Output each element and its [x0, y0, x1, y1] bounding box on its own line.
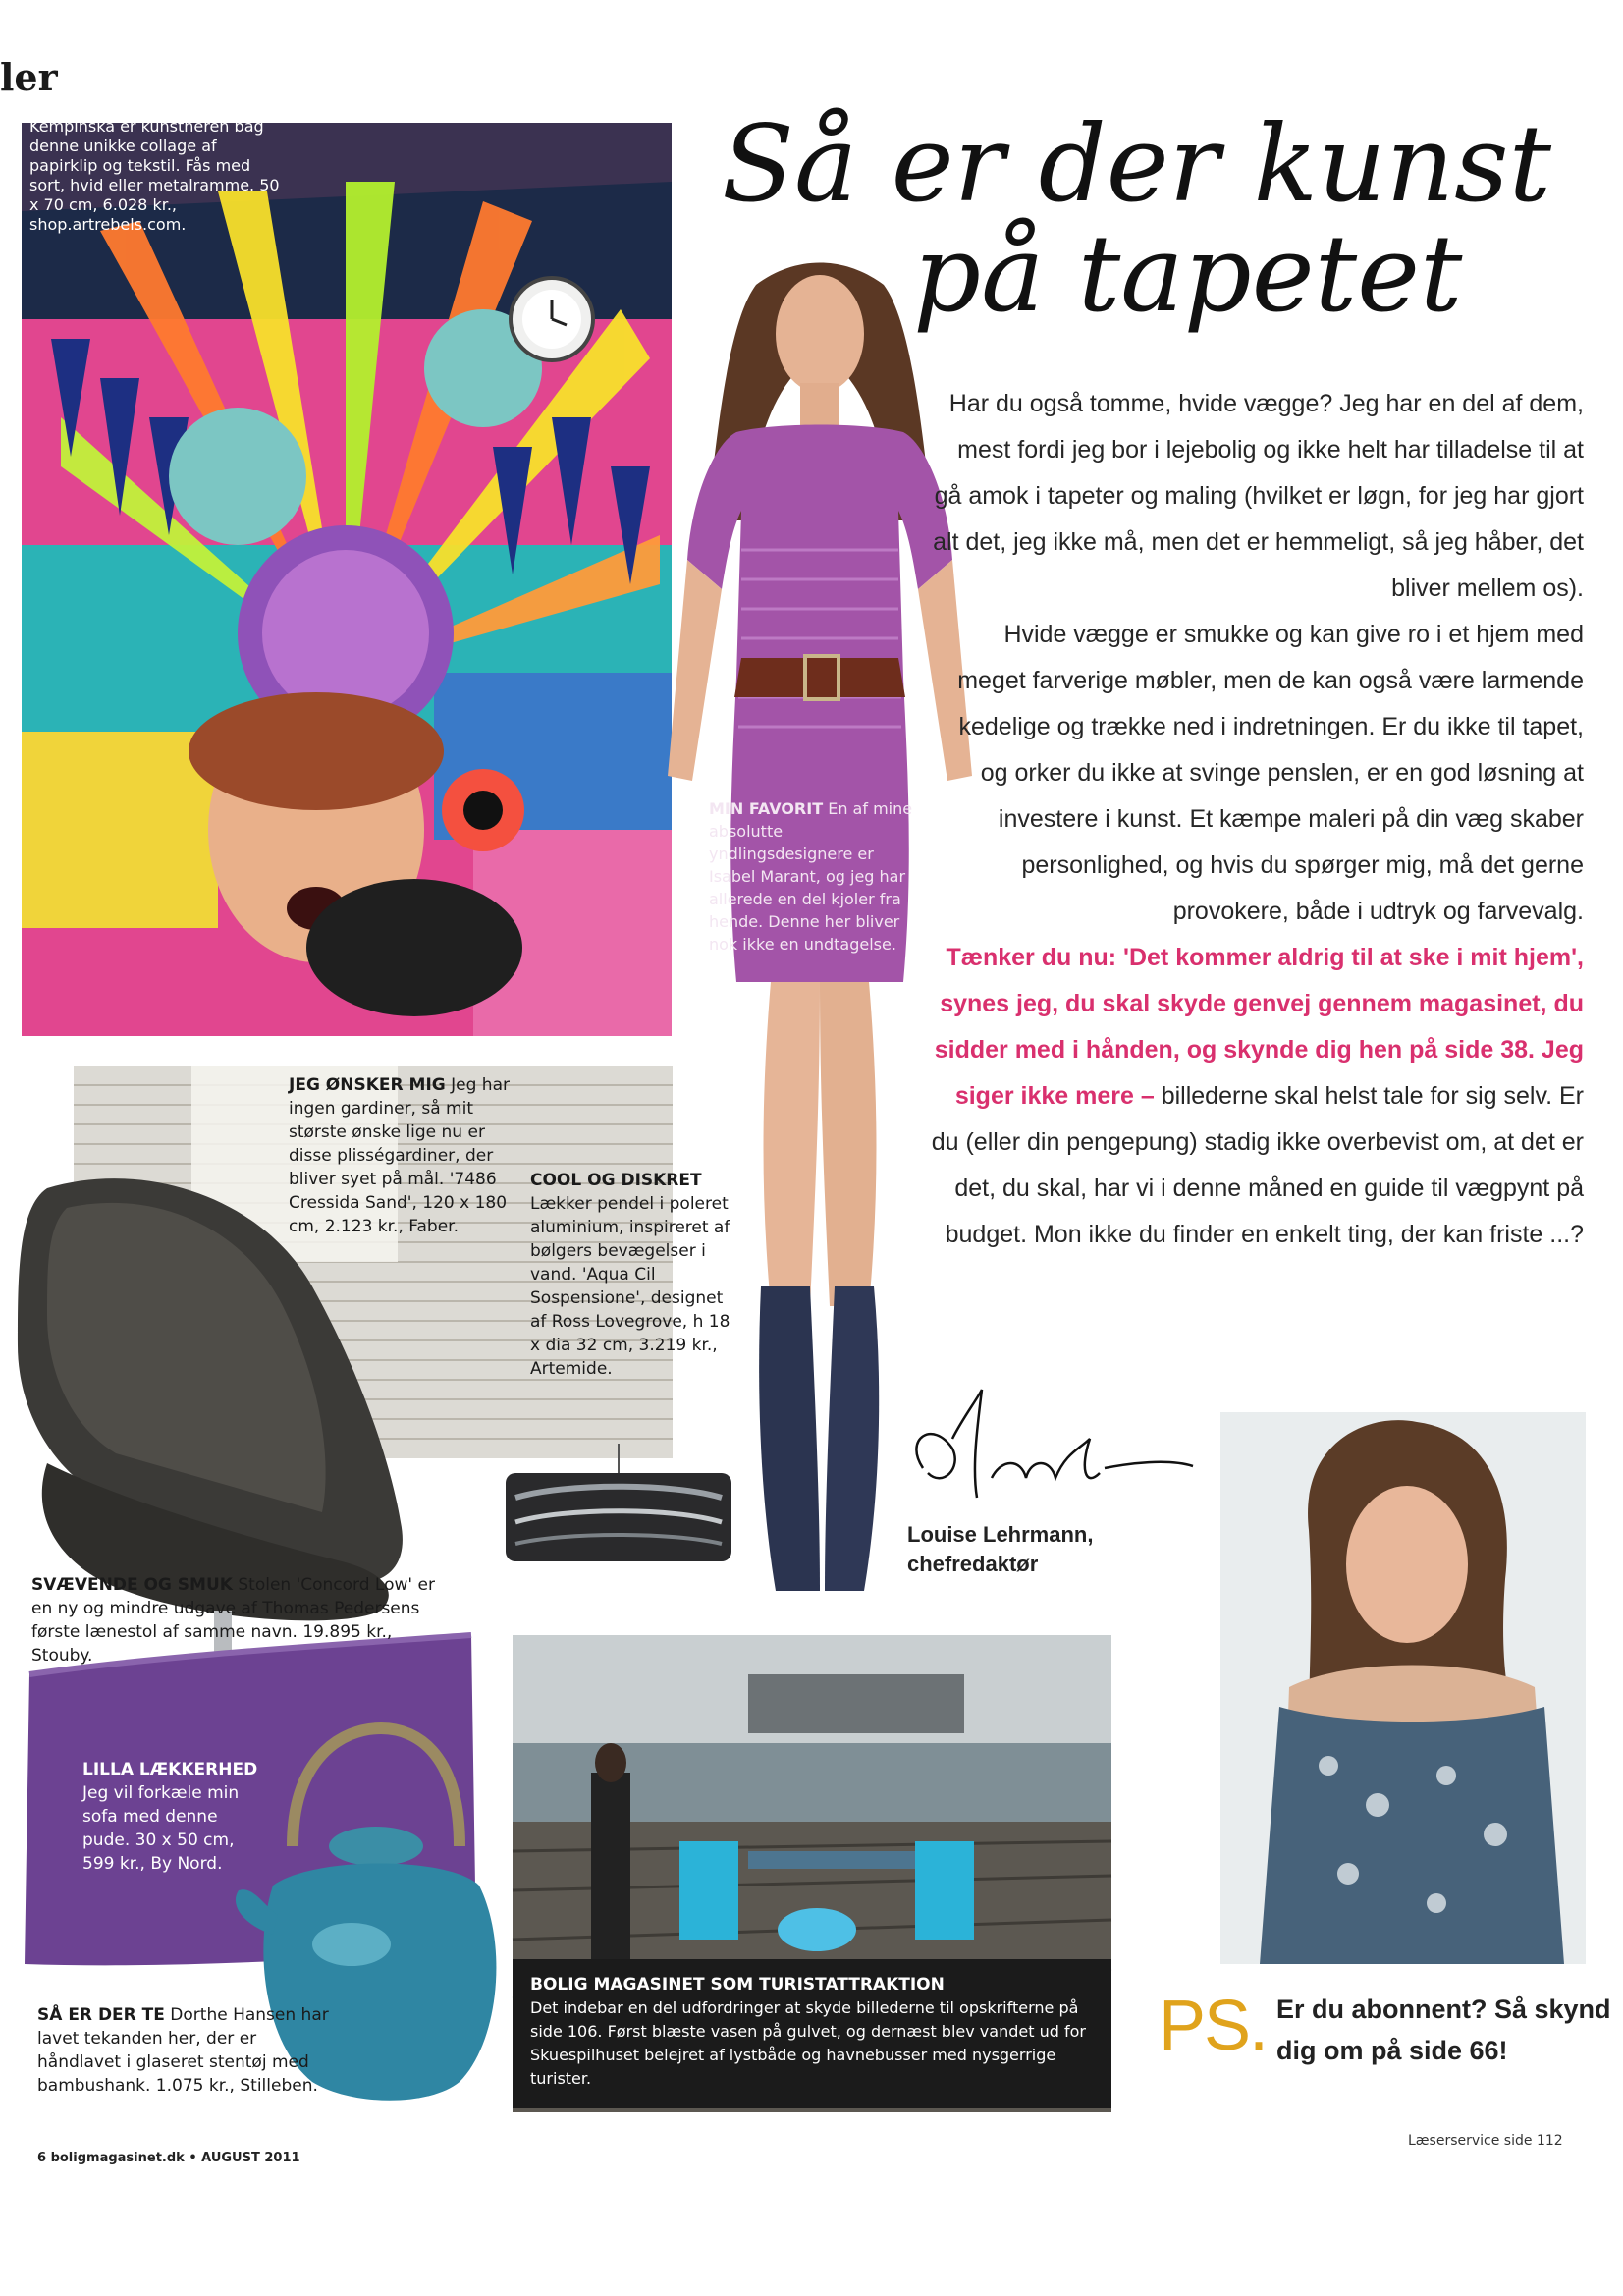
body-paragraph-1: Har du også tomme, hvide vægge? Jeg har en del af dem, mest fordi jeg bor i lejebolig og ikke helt har tilladelse til at gå amok i tapeter og maling (hvilket er løgn, for jeg har gjort alt det, jeg ikke må, men det er hemmeligt, så jeg håber, det bliver mellem os).	[933, 390, 1584, 602]
ps-line-2: dig om på side 66!	[1276, 2036, 1508, 2065]
section-tag: ler	[0, 55, 58, 99]
footer-folio: 6 boligmagasinet.dk • AUGUST 2011	[37, 2151, 300, 2165]
ps-text	[1276, 1989, 1611, 2071]
lilla-laekkerhed-caption	[82, 1758, 259, 1876]
pang-bang-caption-text: Maggie Kempinska er kunstneren bag denne unikke collage af papirklip og tekstil. Fås med sort, hvid eller metalramme. 50 x 70 cm, 6.028 kr., shop.artrebels.com.	[29, 97, 280, 234]
te-caption-text: Dorthe Hansen har lavet tekanden her, der er håndlavet i glaseret stentøj med bambushank. 1.075 kr., Stilleben.	[37, 2005, 329, 2096]
editor-portrait-graphic	[1220, 1412, 1586, 1964]
jeg-onsker-caption-text: Jeg har ingen gardiner, så mit største ønske lige nu er disse plisségardiner, der bliver syet på mål. '7486 Cressida Sand', 120 x 180 cm, 2.123 kr., Faber.	[289, 1075, 510, 1236]
ps-line-1: Er du abonnent? Så skynd	[1276, 1995, 1611, 2024]
editor-name: Louise Lehrmann,	[907, 1522, 1094, 1547]
cool-og-diskret-caption	[530, 1169, 736, 1381]
editor-portrait-photo	[1220, 1412, 1586, 1964]
min-favorit-caption-text: En af mine absolutte yndlingsdesignere er Isabel Marant, og jeg har allerede en del kjoler fra hende. Denne her bliver nok ikke en undtagelse.	[709, 799, 913, 954]
ps-mark: PS.	[1159, 1987, 1268, 2065]
editor-signature	[884, 1380, 1208, 1527]
svaevende-og-smuk-caption	[31, 1573, 444, 1667]
min-favorit-caption-head: MIN FAVORIT	[709, 799, 824, 818]
title-line-1: Så er der kunst	[722, 103, 1551, 226]
title-line-2: på tapetet	[913, 213, 1463, 336]
pang-bang-caption-head: PANG BANG	[29, 97, 134, 116]
body-paragraph-2: Hvide vægge er smukke og kan give ro i et hjem med meget farverige møbler, men de kan også være larmende kedelige og trække ned i indretningen. Er du ikke til tapet, og orker du ikke at svinge penslen, er en god løsning at investere i kunst. Et kæmpe maleri på din væg skaber personlighed, og hvis du spørger mig, må det gerne provokere, både i udtryk og farvevalg.	[957, 621, 1584, 925]
harbor-caption-head: BOLIG MAGASINET SOM TURISTATTRAKTION	[530, 1975, 945, 1995]
editorial-body	[931, 381, 1584, 1258]
saa-er-der-te-caption	[37, 2003, 332, 2098]
jeg-onsker-mig-caption	[289, 1073, 511, 1238]
svaevende-caption-head: SVÆVENDE OG SMUK	[31, 1575, 233, 1595]
footer-reader-service: Læserservice side 112	[1408, 2133, 1563, 2149]
collage-artwork-graphic	[22, 123, 672, 1036]
body-highlight-text: Tænker du nu: 'Det kommer aldrig til at ske i mit hjem', synes jeg, du skal skyde genvej gennem magasinet, du sidder med i hånden, og skynde dig hen på side 38. Jeg siger ikke mere –	[934, 944, 1584, 1110]
body-paragraph-3-rest: billederne skal helst tale for sig selv. Er du (eller din pengepung) stadig ikke overbevist om, at det er det, du skal, har vi i denne måned en guide til vægpynt på budget. Mon ikke du finder en enkelt ting, der kan friste ...?	[931, 1082, 1584, 1248]
svaevende-caption-text: Stolen 'Concord Low' er en ny og mindre udgave af Thomas Pedersens første lænestol af samme navn. 19.895 kr., Stouby.	[31, 1575, 435, 1666]
te-caption-head: SÅ ER DER TE	[37, 2005, 165, 2025]
cool-diskret-caption-text: Lækker pendel i poleret aluminium, inspireret af bølgers bevægelser i vand. 'Aqua Cil Sospensione', designet af Ross Lovegrove, h 18 x dia 32 cm, 3.219 kr., Artemide.	[530, 1194, 730, 1379]
lilla-caption-text: Jeg vil forkæle min sofa med denne pude. 30 x 50 cm, 599 kr., By Nord.	[82, 1783, 240, 1874]
min-favorit-caption	[709, 797, 925, 956]
harbor-caption-text: Det indebar en del udfordringer at skyde billederne til opskrifterne på side 106. Først blæste vasen på gulvet, og dernæst blev vandet ud for Skuespilhuset belejret af lystbåde og havnebusser med nysgerrige turister.	[530, 1998, 1086, 2088]
cool-diskret-caption-head: COOL OG DISKRET	[530, 1171, 702, 1190]
harbor-caption-box	[513, 1959, 1111, 2108]
lilla-caption-head: LILLA LÆKKERHED	[82, 1760, 258, 1779]
pang-bang-caption	[29, 97, 285, 235]
jeg-onsker-caption-head: JEG ØNSKER MIG	[289, 1075, 446, 1095]
body-paragraph-3	[931, 935, 1584, 1258]
signature-block	[907, 1520, 1093, 1579]
editor-role: chefredaktør	[907, 1552, 1039, 1576]
collage-artwork-image	[22, 97, 672, 1036]
